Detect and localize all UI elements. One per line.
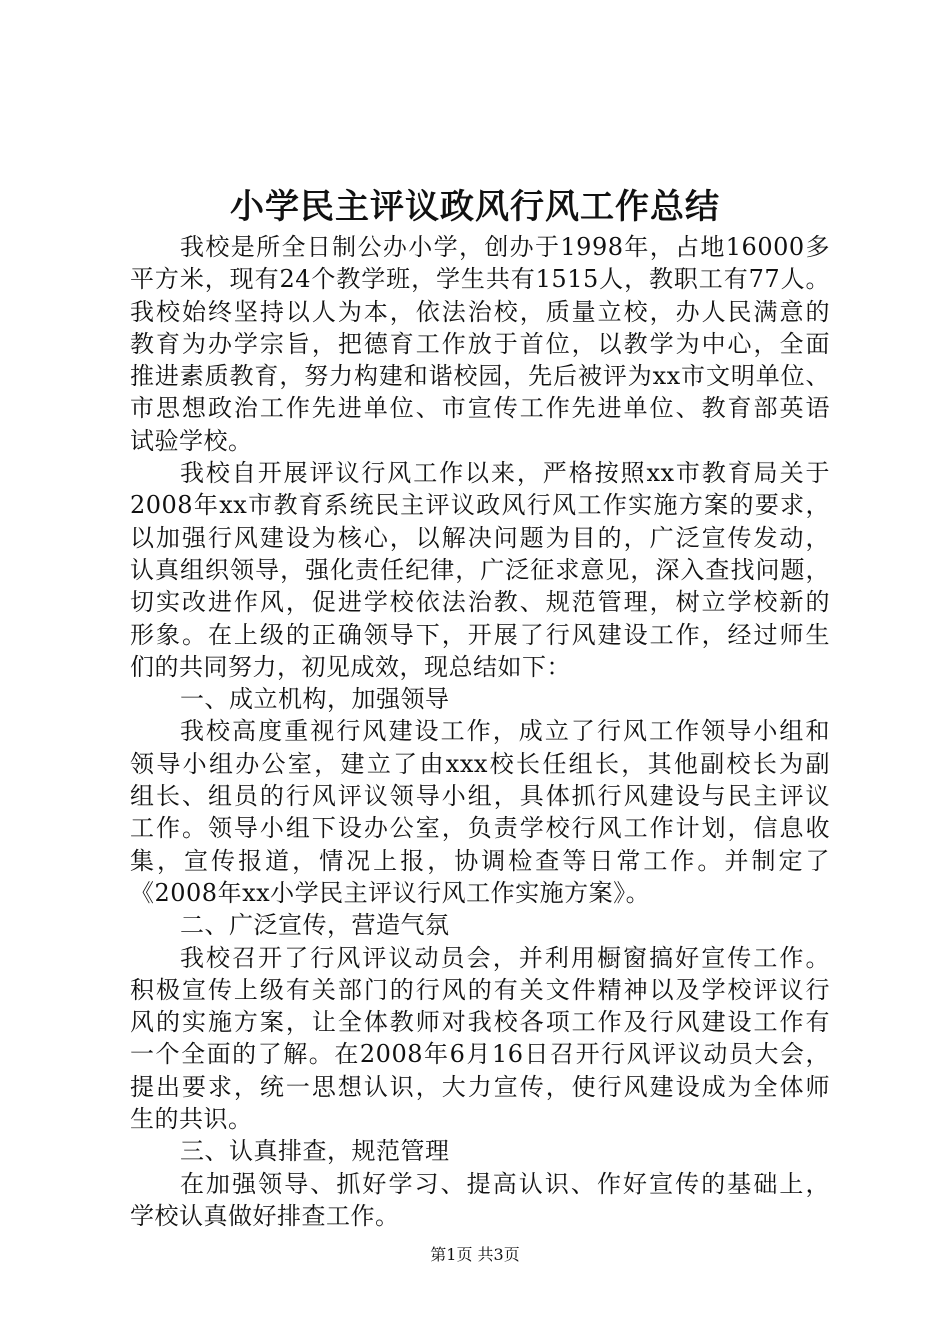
page-footer: 第1页 共3页: [430, 1245, 520, 1264]
body-line: 教育为办学宗旨，把德育工作放于首位，以教学为中心，全面: [130, 329, 830, 358]
body-line: 形象。在上级的正确领导下，开展了行风建设工作，经过师生: [130, 620, 830, 649]
body-line: 我校始终坚持以人为本，依法治校，质量立校，办人民满意的: [130, 297, 830, 326]
body-line: 2008年xx市教育系统民主评议政风行风工作实施方案的要求，: [130, 491, 830, 520]
body-line: 推进素质教育，努力构建和谐校园，先后被评为xx市文明单位、: [130, 362, 830, 391]
body-line: 我校召开了行风评议动员会，并利用橱窗搞好宣传工作。: [180, 943, 830, 972]
body-line: 试验学校。: [130, 426, 253, 455]
body-line: 在加强领导、抓好学习、提高认识、作好宣传的基础上，: [180, 1169, 830, 1198]
body-line: 《2008年xx小学民主评议行风工作实施方案》。: [130, 878, 651, 907]
body-line: 二、广泛宣传，营造气氛: [180, 911, 450, 940]
body-line: 切实改进作风，促进学校依法治教、规范管理，树立学校新的: [130, 588, 830, 617]
body-line: 市思想政治工作先进单位、市宣传工作先进单位、教育部英语: [130, 394, 830, 423]
body-line: 我校高度重视行风建设工作，成立了行风工作领导小组和: [180, 717, 830, 746]
body-line: 以加强行风建设为核心，以解决问题为目的，广泛宣传发动，: [130, 523, 830, 552]
document-title: 小学民主评议政风行风工作总结: [230, 187, 720, 227]
body-line: 一个全面的了解。在2008年6月16日召开行风评议动员大会，: [130, 1040, 830, 1069]
document-body: [130, 231, 830, 1232]
body-line: 组长、组员的行风评议领导小组，具体抓行风建设与民主评议: [130, 782, 830, 811]
body-line: 积极宣传上级有关部门的行风的有关文件精神以及学校评议行: [130, 975, 830, 1004]
body-line: 学校认真做好排查工作。: [130, 1201, 400, 1230]
body-line: 提出要求，统一思想认识，大力宣传，使行风建设成为全体师: [130, 1072, 830, 1101]
body-line: 生的共识。: [130, 1105, 253, 1134]
body-line: 领导小组办公室，建立了由xxx校长任组长，其他副校长为副: [130, 749, 830, 778]
body-line: 平方米，现有24个教学班，学生共有1515人，教职工有77人。: [130, 265, 830, 294]
body-line: 三、认真排查，规范管理: [180, 1137, 450, 1166]
body-line: 我校是所全日制公办小学，创办于1998年，占地16000多: [180, 233, 830, 261]
body-line: 工作。领导小组下设办公室，负责学校行风工作计划，信息收: [130, 814, 830, 843]
body-line: 集，宣传报道，情况上报，协调检查等日常工作。并制定了: [130, 846, 830, 875]
body-line: 们的共同努力，初见成效，现总结如下：: [130, 652, 571, 681]
body-line: 认真组织领导，强化责任纪律，广泛征求意见，深入查找问题，: [130, 555, 830, 584]
body-line: 一、成立机构，加强领导: [180, 685, 450, 714]
body-line: 我校自开展评议行风工作以来，严格按照xx市教育局关于: [180, 459, 830, 488]
body-line: 风的实施方案，让全体教师对我校各项工作及行风建设工作有: [130, 1008, 830, 1037]
